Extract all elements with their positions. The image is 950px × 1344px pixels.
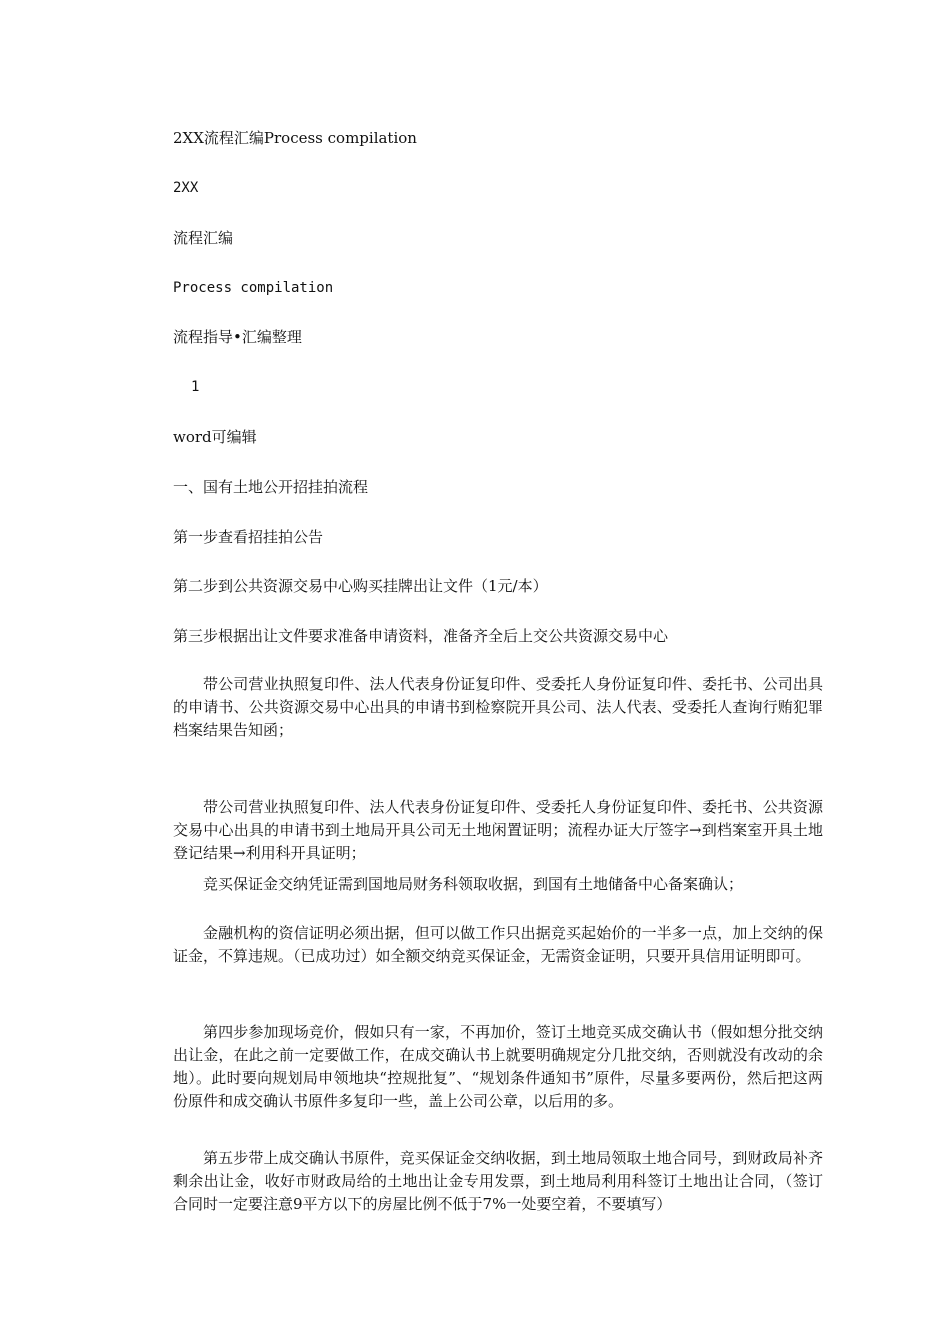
paragraph-5: 第四步参加现场竞价，假如只有一家，不再加价，签订土地竞买成交确认书（假如想分批交纳出让金，在此之前一定要做工作，在成交确认书上就要明确规定分几批交纳，否则就没有改动的余地）。此时要向规划局申领地块“控规批复”、“规划条件通知书”原件，尽量多要两份，然后把这两份原件和成交确认书原件多复印一些，盖上公司公章，以后用的多。 — [173, 1023, 823, 1110]
paragraph-6: 第五步带上成交确认书原件，竞买保证金交纳收据，到土地局领取土地合同号，到财政局补齐剩余出让金，收好市财政局给的土地出让金专用发票，到土地局利用科签订土地出让合同，（签订合同时一定要注意9平方以下的房屋比例不低于7%一处要空着，不要填写） — [173, 1149, 823, 1213]
page-number: 1 — [191, 379, 200, 395]
year-label: 2XX — [173, 180, 199, 196]
paragraph-3: 竞买保证金交纳凭证需到国地局财务科领取收据，到国有土地储备中心备案确认； — [203, 875, 744, 893]
title-cn: 流程汇编 — [173, 229, 234, 247]
paragraph-1: 带公司营业执照复印件、法人代表身份证复印件、受委托人身份证复印件、委托书、公司出具的申请书、公共资源交易中心出具的申请书到检察院开具公司、法人代表、受委托人查询行贿犯罪档案结果告知函； — [173, 675, 823, 739]
section-title: 一、国有土地公开招挂拍流程 — [173, 478, 369, 496]
header-line-text: 2XX流程汇编Process compilation — [173, 129, 417, 147]
header-line — [173, 128, 417, 148]
title-en: Process compilation — [173, 280, 334, 296]
subtitle: 流程指导•汇编整理 — [173, 328, 302, 346]
editable-note: word可编辑 — [173, 428, 257, 446]
step-2: 第二步到公共资源交易中心购买挂牌出让文件（1元/本） — [173, 577, 548, 595]
paragraph-2: 带公司营业执照复印件、法人代表身份证复印件、受委托人身份证复印件、委托书、公共资源交易中心出具的申请书到土地局开具公司无土地闲置证明；流程办证大厅签字→到档案室开具土地登记结果→利用科开具证明； — [173, 798, 823, 862]
step-1: 第一步查看招挂拍公告 — [173, 528, 324, 546]
paragraph-4: 金融机构的资信证明必须出据，但可以做工作只出据竞买起始价的一半多一点，加上交纳的保证金，不算违规。（已成功过）如全额交纳竞买保证金，无需资金证明，只要开具信用证明即可。 — [173, 924, 823, 965]
step-3: 第三步根据出让文件要求准备申请资料，准备齐全后上交公共资源交易中心 — [173, 627, 669, 645]
